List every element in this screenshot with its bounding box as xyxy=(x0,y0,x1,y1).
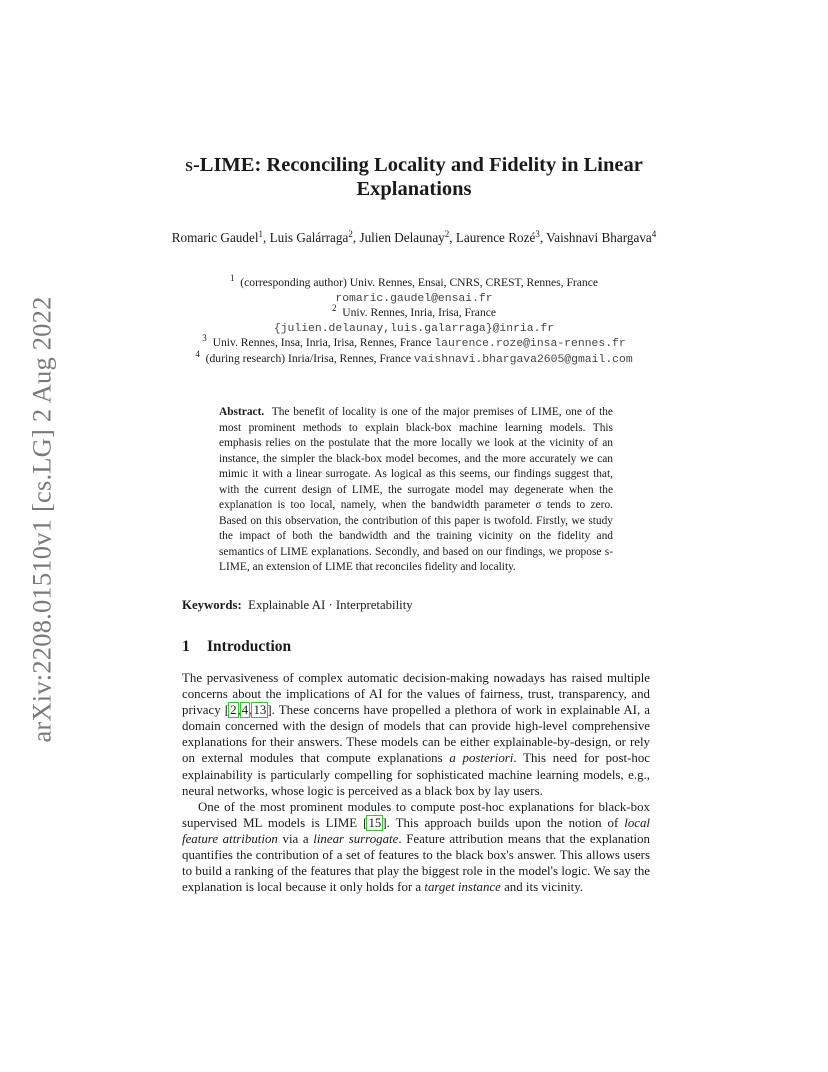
section-number: 1 xyxy=(182,638,190,655)
email-link[interactable]: vaishnavi.bhargava2605@gmail.com xyxy=(413,353,633,366)
affiliation-4 xyxy=(150,348,678,368)
emphasis: target instance xyxy=(424,880,501,895)
title-prefix: s-LIME xyxy=(185,154,255,176)
keyword: Interpretability xyxy=(335,598,413,612)
affiliation-text: (corresponding author) Univ. Rennes, Ensai, CNRS, CREST, Rennes, France xyxy=(240,276,599,289)
affiliation-text: Univ. Rennes, Insa, Inria, Irisa, Rennes, France xyxy=(212,336,432,350)
email-link[interactable]: romaric.gaudel@ensai.fr xyxy=(335,292,493,305)
paragraph: The pervasiveness of complex automatic decision-making nowadays has raised multiple concerns about the implications of AI for the values of fairness, trust, transparency, and privacy [2,4,13]. These concerns have propelled a plethora of work in explainable AI, a domain concerned with the design of models that can provide high-level comprehensive explanations for their answers. These models can be either explainable-by-design, or rely on external modules that compute explanations a posteriori. This need for post-hoc explainability is particularly compelling for sophisticated machine learning models, e.g., neural networks, whose logic is perceived as a black box by lay users. xyxy=(182,671,651,798)
affiliations xyxy=(150,273,678,368)
affiliation-3 xyxy=(150,333,678,352)
text-run: via a xyxy=(277,831,314,846)
keywords-label: Keywords: xyxy=(182,598,242,612)
author-list: Romaric Gaudel$^1$, Luis Galárraga$^2$, Julien Delaunay$^2$, Laurence Rozé$^3$, Vaishnavi Bhargava$^4$ xyxy=(171,229,657,245)
author: Vaishnavi Bhargava xyxy=(546,230,652,245)
text-run: ]. These concerns have propelled a plethora of work in explainable AI, a domain concerned with the design of models that can provide high-level comprehensive explanations for their answers. These models can be either explainable-by-design, or rely on external modules that compute explanations xyxy=(182,703,651,766)
arxiv-identifier-text: arXiv:2208.01510v1 [cs.LG] 2 Aug 2022 xyxy=(26,295,57,743)
keyword-separator: · xyxy=(325,598,336,612)
affiliation-sup: 2 xyxy=(331,303,337,314)
affiliation-1 xyxy=(150,273,678,291)
author: Julien Delaunay xyxy=(359,230,445,245)
text-run: The pervasiveness of complex automatic decision-making nowadays has raised multiple concerns about the implications of AI for the values of fairness, trust, transparency, and privacy [ xyxy=(182,671,650,718)
affiliation-1-email xyxy=(150,291,678,307)
email-link[interactable]: laurence.roze@insa-rennes.fr xyxy=(434,338,626,351)
author-sup: 3 xyxy=(535,229,540,239)
affiliation-sup: 1 xyxy=(229,273,235,283)
text-run: ]. This approach builds upon the notion of xyxy=(382,815,625,830)
text-run: . This need for post-hoc explainability is particularly compelling for sophisticated machine learning models, e.g., neural networks, whose logic is perceived as a black box by lay users. xyxy=(182,751,650,798)
author: Laurence Rozé xyxy=(455,230,536,245)
text-run: . Feature attribution means that the explanation quantifies the contribution of a set of features to the black box's answer. This allows users to build a ranking of the features that play the biggest role in the model's logic. We say the explanation is local because it only holds for a xyxy=(182,831,650,895)
emphasis: local feature attribution xyxy=(182,815,651,846)
citation-link[interactable]: 2 xyxy=(230,703,237,718)
paragraph xyxy=(182,799,650,896)
citation-link[interactable]: 4 xyxy=(241,703,249,718)
keyword: Explainable AI xyxy=(248,598,326,612)
author: Romaric Gaudel xyxy=(171,230,259,245)
text-run: and its vicinity. xyxy=(500,880,584,895)
author-sup: 4 xyxy=(651,229,657,239)
citation-link[interactable]: 15 xyxy=(368,815,382,830)
affiliation-sup: 4 xyxy=(195,348,200,359)
emphasis: a posteriori xyxy=(449,751,514,766)
section-heading xyxy=(182,638,291,656)
affiliation-2-email xyxy=(150,321,678,337)
affiliation-text: Univ. Rennes, Inria, Irisa, France xyxy=(342,306,497,320)
author-sup: 1 xyxy=(258,229,264,239)
title-rest: : Reconciling Locality and Fidelity in Linear xyxy=(254,154,643,176)
email-link[interactable]: {julien.delaunay,luis.galarraga}@inria.fr xyxy=(273,322,555,335)
abstract xyxy=(219,405,613,576)
affiliation-2 xyxy=(150,303,678,321)
abstract-text: The benefit of locality is one of the major premises of LIME, one of the most prominent methods to explain black-box machine learning models. This emphasis relies on the postulate that the more locally we look at the vicinity of an instance, the simpler the black-box model becomes, and the more accurately we can mimic it with a linear surrogate. As logical as this seems, our findings suggest that, with the current design of LIME, the surrogate model may degenerate when the explanation is too local, namely, when the bandwidth parameter σ tends to zero. Based on this observation, the contribution of this paper is twofold. Firstly, we study the impact of both the bandwidth and the training vicinity on the fidelity and semantics of LIME explanations. Secondly, and based on our findings, we propose s-LIME, an extension of LIME that reconciles fidelity and locality. xyxy=(219,406,613,573)
author-sup: 2 xyxy=(348,229,353,239)
paper-title xyxy=(150,153,678,201)
abstract-label: Abstract. xyxy=(219,406,265,418)
affiliation-sup: 3 xyxy=(202,333,207,344)
section-title: Introduction xyxy=(207,638,292,655)
body-text xyxy=(182,670,650,895)
citation-link[interactable]: 13 xyxy=(253,703,267,718)
affiliation-text: (during research) Inria/Irisa, Rennes, France xyxy=(205,351,412,365)
keywords xyxy=(182,597,413,613)
author-sup: 2 xyxy=(444,229,450,239)
emphasis: linear surrogate xyxy=(313,831,399,846)
arxiv-identifier xyxy=(22,289,62,749)
title-line2: Explanations xyxy=(356,178,472,200)
author: Luis Galárraga xyxy=(269,230,349,245)
text-run: One of the most prominent modules to compute post-hoc explanations for black-box supervised ML models is LIME [ xyxy=(182,799,650,830)
